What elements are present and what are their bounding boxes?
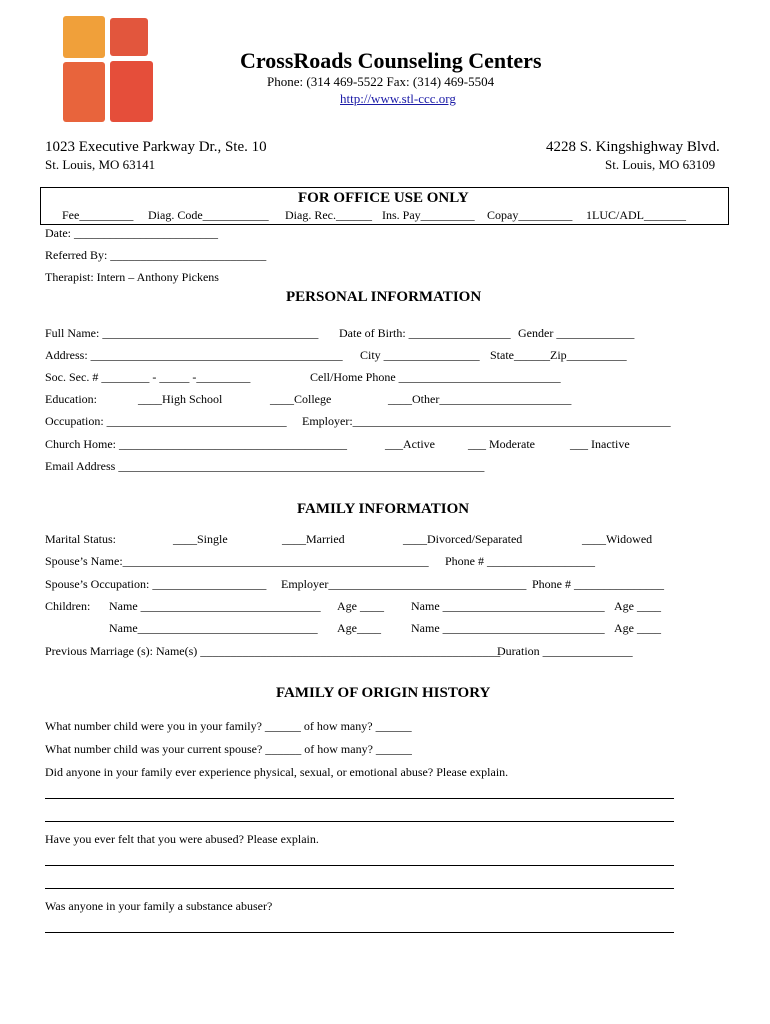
answer-line[interactable]: [45, 798, 674, 799]
child-age-field[interactable]: Age ____: [614, 621, 661, 635]
address-left-line1: 1023 Executive Parkway Dr., Ste. 10: [45, 139, 267, 155]
city-field[interactable]: City ________________: [360, 348, 480, 362]
spouse-name-field[interactable]: Spouse’s Name:___________________________________________________: [45, 554, 429, 568]
occupation-field[interactable]: Occupation: ______________________________: [45, 414, 287, 428]
ssn-field[interactable]: Soc. Sec. # ________ - _____ -_________: [45, 370, 251, 384]
education-label: Education:: [45, 392, 97, 406]
education-high-school-option[interactable]: ____High School: [138, 392, 223, 406]
church-inactive-option[interactable]: ___ Inactive: [570, 437, 630, 451]
office-diag-rec-field[interactable]: Diag. Rec.______: [285, 208, 372, 222]
substance-abuse-question: Was anyone in your family a substance abuser?: [45, 899, 273, 913]
family-abuse-question: Did anyone in your family ever experience physical, sexual, or emotional abuse? Please explain.: [45, 765, 509, 779]
office-luc-adl-field[interactable]: 1LUC/ADL_______: [586, 208, 686, 222]
self-abuse-question: Have you ever felt that you were abused? Please explain.: [45, 832, 319, 846]
gender-field[interactable]: Gender _____________: [518, 326, 635, 340]
org-name: CrossRoads Counseling Centers: [240, 48, 542, 73]
spouse-employer-phone-field[interactable]: Phone # _______________: [532, 577, 664, 591]
children-label: Children:: [45, 599, 91, 613]
email-address-field[interactable]: Email Address _____________________________________________________________: [45, 459, 485, 473]
child-age-field[interactable]: Age ____: [337, 599, 384, 613]
full-name-field[interactable]: Full Name: ____________________________________: [45, 326, 319, 340]
cell-home-phone-field[interactable]: Cell/Home Phone ___________________________: [310, 370, 561, 384]
child-name-field[interactable]: Name ___________________________: [411, 621, 605, 635]
office-fee-field[interactable]: Fee_________: [62, 208, 134, 222]
education-college-option[interactable]: ____College: [270, 392, 332, 406]
logo-square-top-left: [63, 16, 105, 58]
logo-square-bottom-right: [110, 61, 153, 122]
date-field[interactable]: Date: ________________________: [45, 226, 218, 240]
employer-field[interactable]: Employer:_____________________________________________________: [302, 414, 671, 428]
address-left-line2: St. Louis, MO 63141: [45, 157, 156, 172]
family-info-heading: FAMILY INFORMATION: [297, 501, 470, 517]
office-diag-code-field[interactable]: Diag. Code___________: [148, 208, 269, 222]
therapist-line: Therapist: Intern – Anthony Pickens: [45, 270, 219, 284]
spouse-occupation-field[interactable]: Spouse’s Occupation: ___________________: [45, 577, 267, 591]
address-field[interactable]: Address: __________________________________________: [45, 348, 343, 362]
logo-square-bottom-left: [63, 62, 105, 122]
answer-line[interactable]: [45, 888, 674, 889]
office-copay-field[interactable]: Copay_________: [487, 208, 573, 222]
church-home-field[interactable]: Church Home: ______________________________________: [45, 437, 347, 451]
marital-married-option[interactable]: ____Married: [282, 532, 345, 546]
child-age-field[interactable]: Age____: [337, 621, 381, 635]
spouse-child-order-question[interactable]: What number child was your current spouse? ______ of how many? ______: [45, 742, 412, 756]
answer-line[interactable]: [45, 821, 674, 822]
marital-widowed-option[interactable]: ____Widowed: [582, 532, 653, 546]
marital-status-label: Marital Status:: [45, 532, 116, 546]
address-right-line1: 4228 S. Kingshighway Blvd.: [546, 139, 720, 155]
spouse-employer-field[interactable]: Employer_________________________________: [281, 577, 527, 591]
answer-line[interactable]: [45, 932, 674, 933]
child-order-question[interactable]: What number child were you in your family? ______ of how many? ______: [45, 719, 412, 733]
family-origin-heading: FAMILY OF ORIGIN HISTORY: [276, 685, 491, 701]
phone-fax-line: Phone: (314 469-5522 Fax: (314) 469-5504: [267, 74, 495, 89]
office-use-title: FOR OFFICE USE ONLY: [298, 190, 469, 206]
child-name-field[interactable]: Name ______________________________: [109, 599, 321, 613]
spouse-phone-field[interactable]: Phone # __________________: [445, 554, 595, 568]
personal-info-heading: PERSONAL INFORMATION: [286, 289, 482, 305]
answer-line[interactable]: [45, 865, 674, 866]
education-other-option[interactable]: ____Other______________________: [388, 392, 572, 406]
marriage-duration-field[interactable]: Duration _______________: [497, 644, 633, 658]
dob-field[interactable]: Date of Birth: _________________: [339, 326, 511, 340]
child-name-field[interactable]: Name ___________________________: [411, 599, 605, 613]
previous-marriage-field[interactable]: Previous Marriage (s): Name(s) __________________________________________________: [45, 644, 501, 658]
church-moderate-option[interactable]: ___ Moderate: [468, 437, 535, 451]
marital-divorced-option[interactable]: ____Divorced/Separated: [403, 532, 523, 546]
logo-square-top-right: [110, 18, 148, 56]
referred-by-field[interactable]: Referred By: __________________________: [45, 248, 267, 262]
state-zip-field[interactable]: State______Zip__________: [490, 348, 627, 362]
address-right-line2: St. Louis, MO 63109: [605, 157, 716, 172]
office-ins-pay-field[interactable]: Ins. Pay_________: [382, 208, 475, 222]
website-link[interactable]: http://www.stl-ccc.org: [340, 91, 456, 106]
child-age-field[interactable]: Age ____: [614, 599, 661, 613]
child-name-field[interactable]: Name______________________________: [109, 621, 318, 635]
church-active-option[interactable]: ___Active: [385, 437, 435, 451]
marital-single-option[interactable]: ____Single: [173, 532, 228, 546]
